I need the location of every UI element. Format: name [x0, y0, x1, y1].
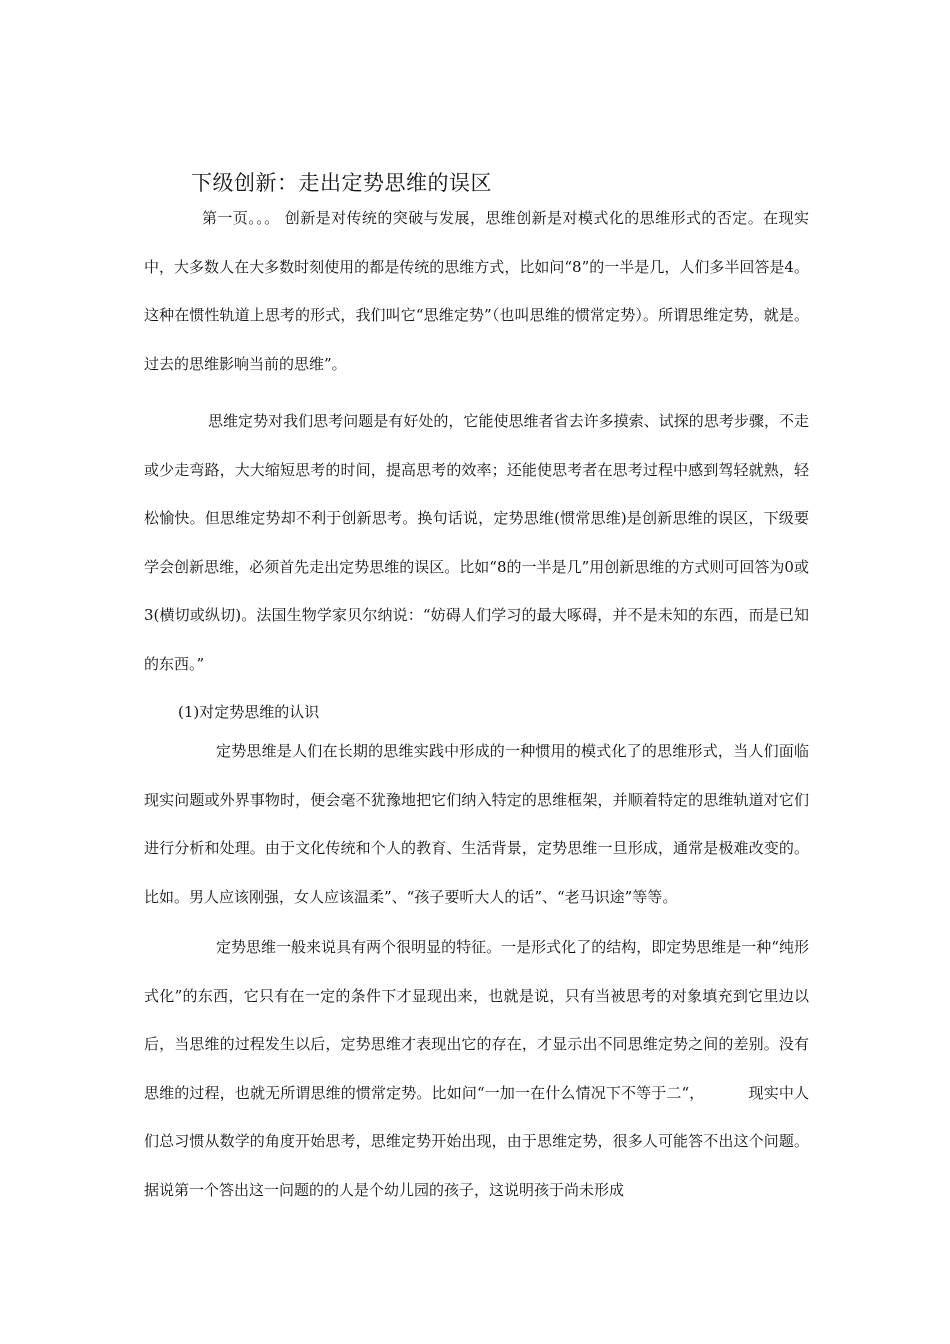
paragraph-features: [144, 923, 809, 1214]
document-title: 下级创新：走出定势思维的误区: [191, 171, 492, 195]
paragraph-features-part-1: 定势思维一般来说具有两个很明显的特征。一是形式化了的结构，即定势思维是一种“纯形式化”的东西，它只有在一定的条件下才显现出来，也就是说，只有当被思考的对象填充到它里边以后，当思维的过程发生以后，定势思维才表现出它的存在，才显示出不同思维定势之间的差别。没有思维的过程，也就无所谓思维的惯常定势。比如问“一加一在什么情况下不等于二“，: [144, 938, 809, 1102]
paragraph-intro: 第一页。。。 创新是对传统的突破与发展，思维创新是对模式化的思维形式的否定。在现实中，大多数人在大多数时刻使用的都是传统的思维方式，比如问“8”的一半是几，人们多半回答是4。这种在惯性轨道上思考的形式，我们叫它“思维定势”（也叫思维的惯常定势）。所谓思维定势，就是。过去的思维影响当前的思维”。: [144, 209, 809, 373]
section-heading: (1)对定势思维的认识: [178, 703, 320, 721]
paragraph-features-part-2: 现实中人们总习惯从数学的角度开始思考，思维定势开始出现，由于思维定势，很多人可能答不出这个问题。据说第一个答出这一问题的的人是个幼儿园的孩子，这说明孩于尚未形成: [144, 1083, 809, 1199]
paragraph-benefits: 思维定势对我们思考问题是有好处的，它能使思维者省去许多摸索、试探的思考步骤，不走或少走弯路，大大缩短思考的时间，提高思考的效率；还能使思考者在思考过程中感到驾轻就熟，轻松愉快。但思维定势却不利于创新思考。换句话说，定势思维(惯常思维)是创新思维的误区，下级要学会创新思维，必须首先走出定势思维的误区。比如“8的一半是几”用创新思维的方式则可回答为0或3(横切或纵切)。法国生物学家贝尔纳说：“妨碍人们学习的最大啄碍，并不是未知的东西，而是已知的东西。”: [144, 412, 809, 673]
paragraph-definition: 定势思维是人们在长期的思维实践中形成的一种惯用的模式化了的思维形式，当人们面临现实问题或外界事物时，便会毫不犹豫地把它们纳入特定的思维框架，并顺着特定的思维轨道对它们进行分析和处理。由于文化传统和个人的教育、生活背景，定势思维一旦形成，通常是极难改变的。比如。男人应该刚强，女人应该温柔”、“孩子要听大人的话”、“老马识途”等等。: [144, 742, 809, 906]
